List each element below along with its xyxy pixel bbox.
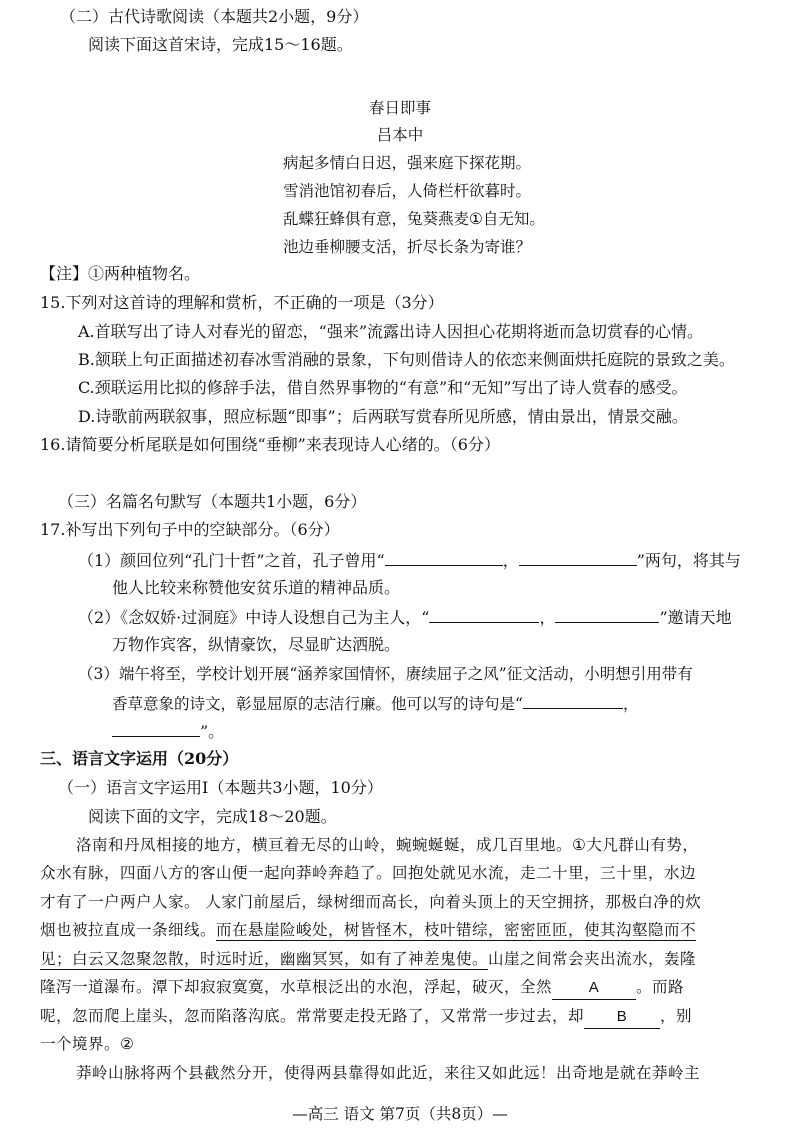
q17-item-1-blank-1[interactable] [385, 549, 503, 566]
q17-stem: 17.补写出下列句子中的空缺部分。（6分） [40, 520, 340, 539]
q17-item-1-text-b: ”两句，将其与 [636, 551, 741, 570]
passage-line-6 [40, 976, 684, 1000]
passage-line-7-text: 呢，忽而爬上崖头，忽而陷落沟底。常常要走投无路了，又常常一步过去，却 [40, 1007, 585, 1025]
part3-sub-heading: （一）语言文字运用Ⅰ（本题共3小题，10分） [58, 778, 383, 797]
q16-stem: 16.请简要分析尾联是如何围绕“垂柳”来表现诗人心绪的。（6分） [40, 435, 500, 454]
q17-item-3: （3）端午将至，学校计划开展“涵养家国情怀，赓续屈子之风”征文活动，小明想引用带有 [78, 665, 693, 683]
passage-line-7 [40, 1005, 692, 1029]
q17-item-3-blank-1[interactable] [523, 692, 623, 709]
q15-option-c: C.颈联运用比拟的修辞手法，借自然界事物的“有意”和“无知”写出了诗人赏春的感受。 [78, 378, 688, 397]
q17-item-3-cont [112, 692, 638, 715]
q17-item-1-blank-2[interactable] [519, 549, 637, 566]
q17-item-3-blank-2[interactable] [112, 720, 200, 737]
q17-item-1-sep: ， [502, 551, 519, 570]
q17-item-2-blank-2[interactable] [555, 606, 659, 623]
passage-line-2: 众水有脉，四面八方的客山便一起向莽岭奔趋了。回抱处就见水流，走二十里，三十里，水边 [40, 864, 697, 882]
q15-option-a: A.首联写出了诗人对春光的留恋，“强来”流露出诗人因担心花期将逝而急切赏春的心情。 [78, 322, 704, 341]
passage-line-7-end: ，别 [660, 1007, 693, 1025]
q17-item-1 [78, 549, 741, 572]
passage-line-6-text: 隆泻一道瀑布。潭下却寂寂寞寞，水草根泛出的水泡，浮起，破灭，全然 [40, 978, 553, 996]
q17-item-2-sep: ， [539, 608, 556, 627]
passage-line-8: 一个境界。② [40, 1035, 135, 1053]
poem-note: 【注】①两种植物名。 [40, 264, 201, 283]
passage-blank-a[interactable]: A [552, 977, 636, 1000]
section2-intro: 阅读下面这首宋诗，完成15～16题。 [88, 35, 353, 54]
section3-heading: （三）名篇名句默写（本题共1小题，6分） [58, 492, 367, 511]
q17-item-2-text-a: （2）《念奴娇·过洞庭》中诗人设想自己为主人，“ [78, 608, 430, 627]
section2-heading: （二）古代诗歌阅读（本题共2小题，9分） [60, 7, 369, 26]
q17-item-2-blank-1[interactable] [429, 606, 539, 623]
passage-line-3: 才有了一户两户人家。 人家门前屋后，绿树细而高长，向着头顶上的天空拥挤，那极白净的炊 [40, 893, 702, 911]
poem-line-4: 池边垂柳腰支活，折尽长条为寄谁？ [283, 238, 532, 256]
passage-line-1: 洛南和丹凤相接的地方，横亘着无尽的山岭，蜿蜿蜒蜒，成几百里地。①大凡群山有势， [76, 836, 699, 854]
page-footer: —高三 语文 第7页（共8页）— [292, 1105, 508, 1123]
q17-item-2-text-b: ”邀请天地 [659, 608, 732, 627]
q17-item-3-sep: ， [622, 695, 639, 713]
q17-item-1-text-a: （1）颜回位列“孔门十哲”之首，孔子曾用“ [78, 551, 385, 570]
passage-line-4 [40, 919, 696, 941]
q17-item-1-cont: 他人比较来称赞他安贫乐道的精神品质。 [112, 578, 401, 597]
q17-item-3-text-b: 香草意象的诗文，彰显屈原的志洁行廉。他可以写的诗句是“ [112, 695, 523, 713]
poem-line-2: 雪消池馆初春后，人倚栏杆欲暮时。 [283, 182, 532, 200]
poem-line-3: 乱蝶狂蜂俱有意，兔葵燕麦①自无知。 [283, 210, 545, 228]
passage-line-5 [40, 948, 696, 970]
passage-line-5-text: 山崖之间常会夹出流水，轰隆 [488, 950, 697, 968]
q17-item-3-close: ”。 [200, 722, 225, 741]
passage-underlined-1: 而在悬崖险峻处，树皆怪木，枝叶错综，密密匝匝，使其沟壑隐而不 [216, 921, 697, 939]
passage-underlined-2: 见；白云又忽聚忽散，时远时近，幽幽冥冥，如有了神差鬼使。 [40, 950, 489, 968]
poem-line-1: 病起多情白日迟，强来庭下探花期。 [283, 154, 532, 172]
q17-item-2-cont: 万物作宾客，纵情豪饮，尽显旷达洒脱。 [112, 635, 401, 654]
passage-blank-b[interactable]: B [584, 1006, 660, 1029]
passage-line-4-text: 烟也被拉直成一条细线。 [40, 921, 217, 939]
poem-author: 吕本中 [376, 126, 424, 144]
part3-heading: 三、语言文字运用（20分） [40, 749, 239, 768]
q17-item-2 [78, 606, 732, 629]
passage-line-6-end: 。而路 [636, 978, 685, 996]
q15-option-b: B.颔联上句正面描述初春冰雪消融的景象，下句则借诗人的依恋来侧面烘托庭院的景致之美。 [78, 350, 735, 369]
q17-item-3-end [112, 720, 224, 743]
poem-title: 春日即事 [368, 99, 431, 117]
part3-intro: 阅读下面的文字，完成18～20题。 [88, 807, 337, 826]
q15-stem: 15.下列对这首诗的理解和赏析，不正确的一项是（3分） [40, 293, 444, 312]
passage-line-9: 莽岭山脉将两个县截然分开，使得两县靠得如此近，来往又如此远！出奇地是就在莽岭主 [76, 1064, 701, 1082]
q15-option-d: D.诗歌前两联叙事，照应标题“即事”；后两联写赏春所见所感，情由景出，情景交融。 [78, 407, 688, 426]
